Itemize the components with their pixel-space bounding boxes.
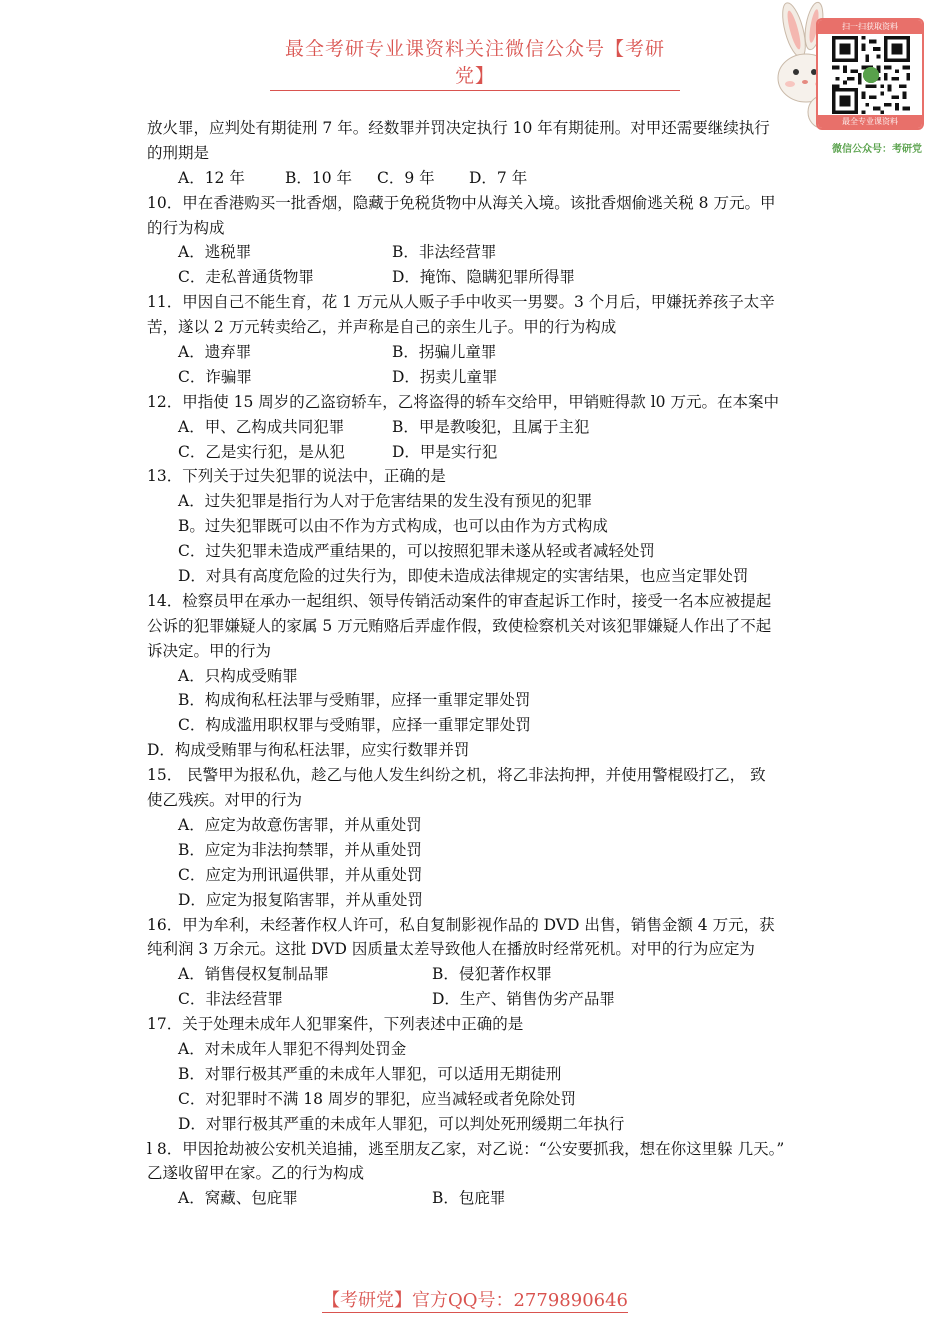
option-b: B。过失犯罪既可以由不作为方式构成，也可以由作为方式构成: [178, 517, 608, 536]
q12-options-2: [147, 440, 812, 465]
text-line: 苦，遂以 2 万元转卖给乙，并声称是自己的亲生儿子。甲的行为构成: [147, 318, 617, 337]
text-line: 乙遂收留甲在家。乙的行为构成: [147, 1164, 365, 1183]
option-b: B．拐骗儿童罪: [392, 343, 497, 362]
question-10: 10．甲在香港购买一批香烟，隐藏于免税货物中从海关入境。该批香烟偷逃关税 8 万元。甲: [147, 193, 776, 212]
option-a: A．应定为故意伤害罪，并从重处罚: [178, 815, 422, 834]
option-d: D．应定为报复陷害罪，并从重处罚: [178, 890, 423, 909]
qr-top-label: 扫一扫获取资料: [818, 20, 922, 34]
option-c: C．9 年: [377, 168, 435, 187]
header-banner: 最全考研专业课资料关注微信公众号【考研党】: [270, 34, 680, 91]
option-a: A．过失犯罪是指行为人对于危害结果的发生没有预见的犯罪: [178, 492, 593, 511]
option-d: D．拐卖儿童罪: [392, 367, 498, 386]
option-c: C．构成滥用职权罪与受贿罪，应择一重罪定罪处罚: [178, 716, 531, 735]
option-a: A．甲、乙构成共同犯罪: [178, 417, 345, 436]
option-b: B．包庇罪: [432, 1189, 506, 1208]
option-b: B．甲是教唆犯，且属于主犯: [392, 417, 590, 436]
option-b: B．非法经营罪: [392, 243, 497, 262]
option-c: C．走私普通货物罪: [178, 268, 314, 287]
option-b: B．对罪行极其严重的未成年人罪犯，可以适用无期徒刑: [178, 1064, 562, 1083]
option-d: D．甲是实行犯: [392, 442, 498, 461]
text-line: 的刑期是: [147, 143, 210, 162]
option-d: D．掩饰、隐瞒犯罪所得罪: [392, 268, 575, 287]
option-b: B．侵犯著作权罪: [432, 965, 552, 984]
question-17: 17．关于处理未成年人犯罪案件，下列表述中正确的是: [147, 1015, 524, 1034]
text-line: 公诉的犯罪嫌疑人的家属 5 万元贿赂后弄虚作假，致使检察机关对该犯罪嫌疑人作出了不起: [147, 616, 772, 635]
footer-banner: [0, 1286, 950, 1312]
option-c: C．对犯罪时不满 18 周岁的罪犯，应当减轻或者免除处罚: [178, 1089, 576, 1108]
q16-options-1: [147, 962, 812, 987]
qr-bottom-label: 最全专业课资料: [818, 115, 922, 128]
question-11: 11．甲因自己不能生育，花 1 万元从人贩子手中收买一男婴。3 个月后，甲嫌抚养孩子太辛: [147, 293, 775, 312]
option-d: D．7 年: [469, 168, 528, 187]
option-a: A．对未成年人罪犯不得判处罚金: [178, 1039, 407, 1058]
option-d: D．生产、销售伪劣产品罪: [432, 990, 615, 1009]
option-b: B．10 年: [285, 168, 353, 187]
question-16: 16．甲为牟利，未经著作权人许可，私自复制影视作品的 DVD 出售，销售金额 4 万元，获: [147, 915, 775, 934]
q18-options: [147, 1186, 812, 1211]
qr-caption: 微信公众号：考研党: [832, 144, 922, 155]
option-a: A．销售侵权复制品罪: [178, 965, 329, 984]
text-line: 诉决定。甲的行为: [147, 641, 272, 660]
option-d: D．构成受贿罪与徇私枉法罪，应实行数罪并罚: [147, 741, 470, 760]
option-c: C．非法经营罪: [178, 990, 283, 1009]
question-12: 12．甲指使 15 周岁的乙盗窃轿车，乙将盗得的轿车交给甲，甲销赃得款 l0 万元。在本案中: [147, 392, 779, 411]
text-line: 放火罪，应判处有期徒刑 7 年。经数罪并罚决定执行 10 年有期徒刑。对甲还需要继续执行: [147, 119, 770, 137]
q9-options: [147, 166, 812, 191]
option-b: B．构成徇私枉法罪与受贿罪，应择一重罪定罪处罚: [178, 691, 531, 710]
option-c: C．过失犯罪未造成严重结果的，可以按照犯罪未遂从轻或者减轻处罚: [178, 542, 655, 561]
q11-options-2: [147, 365, 812, 390]
text-line: 纯利润 3 万余元。这批 DVD 因质量太差导致他人在播放时经常死机。对甲的行为应定为: [147, 940, 755, 959]
option-a: A．遗弃罪: [178, 343, 252, 362]
option-a: A．逃税罪: [178, 243, 252, 262]
option-a: A．只构成受贿罪: [178, 666, 298, 685]
q11-options-1: [147, 340, 812, 365]
qr-code-icon[interactable]: [832, 36, 910, 114]
option-b: B．应定为非法拘禁罪，并从重处罚: [178, 840, 422, 859]
footer-text: 【考研党】官方QQ号：2779890646: [321, 1290, 629, 1311]
option-c: C．应定为刑讯逼供罪，并从重处罚: [178, 865, 423, 884]
option-c: C．乙是实行犯，是从犯: [178, 442, 345, 461]
option-a: A．12 年: [178, 168, 245, 187]
qr-frame: [816, 18, 924, 130]
q16-options-2: [147, 987, 812, 1012]
question-content: [147, 116, 812, 1211]
option-c: C．诈骗罪: [178, 367, 252, 386]
q12-options-1: [147, 415, 812, 440]
option-a: A．窝藏、包庇罪: [178, 1189, 298, 1208]
question-13: 13．下列关于过失犯罪的说法中，正确的是: [147, 467, 446, 486]
question-14: 14．检察员甲在承办一起组织、领导传销活动案件的审查起诉工作时，接受一名本应被提起: [147, 591, 772, 610]
option-d: D．对罪行极其严重的未成年人罪犯，可以判处死刑缓期二年执行: [178, 1114, 625, 1133]
question-15: 15． 民警甲为报私仇，趁乙与他人发生纠纷之机，将乙非法拘押，并使用警棍殴打乙， 致: [147, 766, 766, 785]
q10-options-1: [147, 240, 812, 265]
option-d: D．对具有高度危险的过失行为，即使未造成法律规定的实害结果，也应当定罪处罚: [178, 567, 749, 586]
question-18: l 8．甲因抢劫被公安机关追捕，逃至朋友乙家，对乙说：“公安要抓我，想在你这里躲 几天。”: [147, 1139, 785, 1158]
text-line: 使乙残疾。对甲的行为: [147, 791, 303, 810]
q10-options-2: [147, 265, 812, 290]
text-line: 的行为构成: [147, 218, 225, 237]
